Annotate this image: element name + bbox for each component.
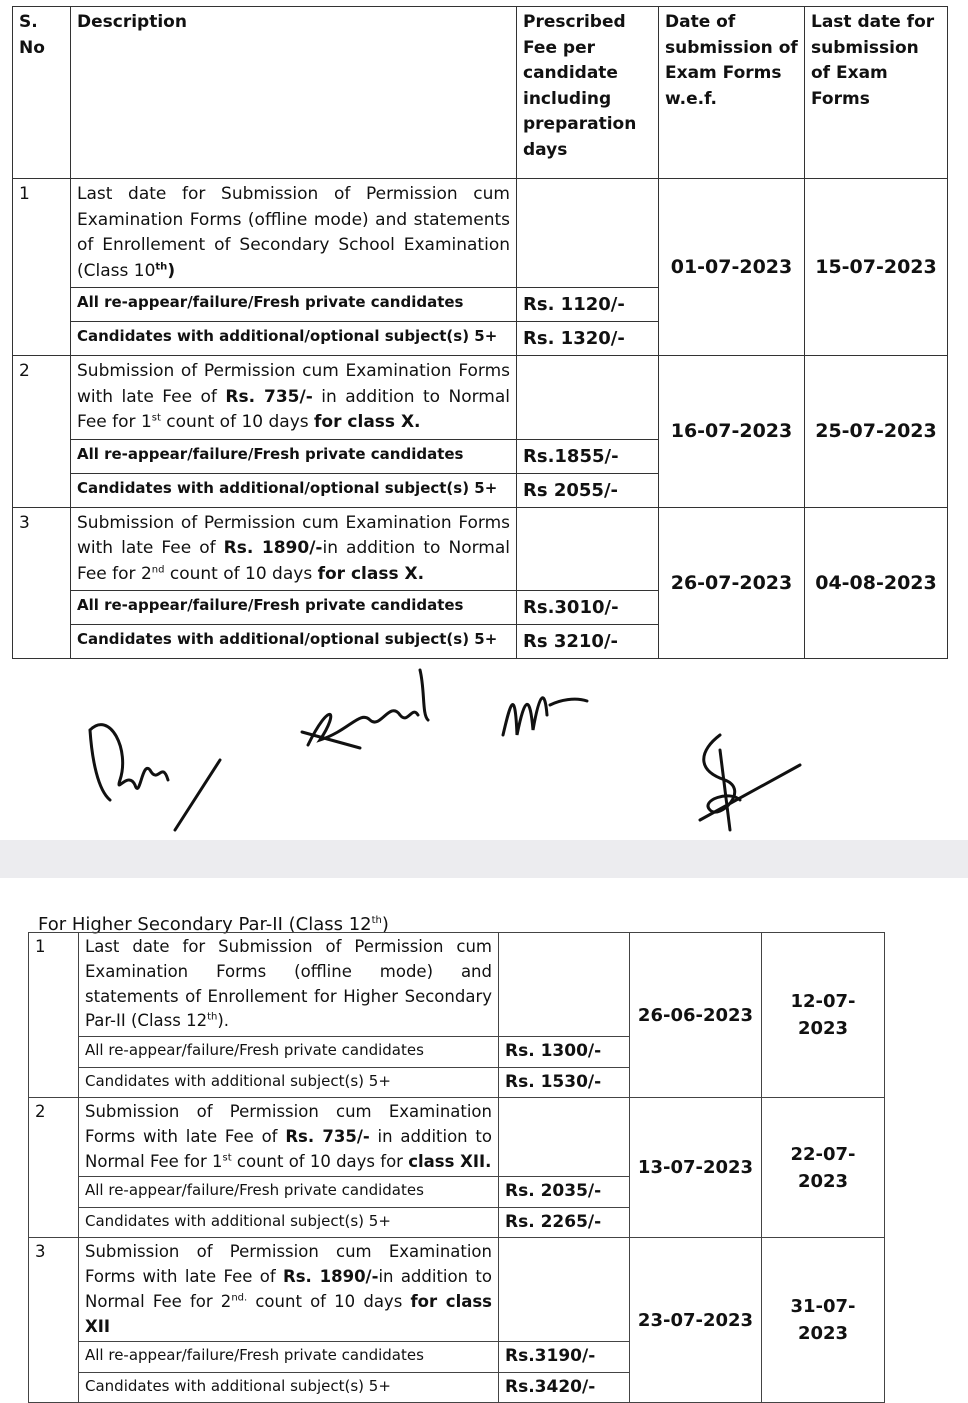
- header-date-from: Date of submission of Exam Forms w.e.f.: [659, 7, 805, 179]
- row-date-from: 16-07-2023: [659, 356, 805, 508]
- subrow-label: Candidates with additional/optional subject(s) 5+: [71, 625, 517, 659]
- table-header-row: [13, 7, 948, 179]
- page-separator: [0, 840, 968, 878]
- table-row: [13, 356, 948, 440]
- subrow-fee: Rs.3190/-: [499, 1342, 630, 1373]
- subrow-fee: Rs. 2265/-: [499, 1207, 630, 1238]
- subrow-label: All re-appear/failure/Fresh private candidates: [71, 439, 517, 473]
- row-last-date: 25-07-2023: [805, 356, 948, 508]
- row-description: Submission of Permission cum Examination Forms with late Fee of Rs. 1890/-in addition to Normal Fee for $2^{nd.}$ count of 10 days for class XII: [79, 1238, 499, 1342]
- table-row: [13, 179, 948, 288]
- row-sno: 1: [29, 933, 79, 1098]
- subrow-fee: Rs 3210/-: [517, 625, 659, 659]
- row-last-date: 12-07-2023: [762, 933, 885, 1098]
- subrow-fee: Rs. 2035/-: [499, 1177, 630, 1208]
- table-row: [29, 933, 885, 1037]
- row-last-date: 31-07-2023: [762, 1238, 885, 1403]
- header-fee: Prescribed Fee per candidate including preparation days: [517, 7, 659, 179]
- header-description: Description: [71, 7, 517, 179]
- subrow-label: Candidates with additional/optional subject(s) 5+: [71, 473, 517, 507]
- subrow-label: All re-appear/failure/Fresh private candidates: [79, 1342, 499, 1373]
- row-fee-blank: [517, 179, 659, 288]
- class-12-schedule-page: [0, 878, 968, 1397]
- row-fee-blank: [499, 1238, 630, 1342]
- row-sno: 2: [29, 1098, 79, 1238]
- subrow-fee: Rs. 1320/-: [517, 322, 659, 356]
- signature-3: [495, 675, 595, 745]
- row-description: Submission of Permission cum Examination Forms with late Fee of Rs. 1890/-in addition to Normal Fee for 2nd count of 10 days for class X.: [71, 507, 517, 591]
- signature-1: [80, 690, 230, 840]
- row-date-from: 26-06-2023: [630, 933, 762, 1098]
- signature-2: [300, 660, 450, 760]
- table-row: [29, 1238, 885, 1342]
- row-description: Last date for Submission of Permission cum Examination Forms (offline mode) and statements of Enrollement of Secondary School Examination (Class 10th): [71, 179, 517, 288]
- row-last-date: 15-07-2023: [805, 179, 948, 356]
- subrow-label: All re-appear/failure/Fresh private candidates: [71, 288, 517, 322]
- header-last-date: Last date for submission of Exam Forms: [805, 7, 948, 179]
- table-row: [29, 1098, 885, 1177]
- row-last-date: 04-08-2023: [805, 507, 948, 659]
- row-fee-blank: [499, 1098, 630, 1177]
- subrow-label: Candidates with additional subject(s) 5+: [79, 1372, 499, 1403]
- subrow-label: Candidates with additional/optional subject(s) 5+: [71, 322, 517, 356]
- class-12-section-title: For Higher Secondary Par-II (Class 12th): [38, 914, 389, 935]
- row-date-from: 01-07-2023: [659, 179, 805, 356]
- row-description: Last date for Submission of Permission cum Examination Forms (offline mode) and statements of Enrollement for Higher Secondary Par-II (Class 12th).: [79, 933, 499, 1037]
- subrow-fee: Rs. 1530/-: [499, 1067, 630, 1098]
- subrow-label: All re-appear/failure/Fresh private candidates: [71, 591, 517, 625]
- class-10-fee-table: [12, 6, 948, 659]
- row-fee-blank: [499, 933, 630, 1037]
- subrow-label: Candidates with additional subject(s) 5+: [79, 1067, 499, 1098]
- subrow-fee: Rs.3010/-: [517, 591, 659, 625]
- table-row: [13, 507, 948, 591]
- row-sno: 3: [13, 507, 71, 659]
- row-date-from: 23-07-2023: [630, 1238, 762, 1403]
- row-sno: 3: [29, 1238, 79, 1403]
- row-date-from: 26-07-2023: [659, 507, 805, 659]
- header-sno: S. No: [13, 7, 71, 179]
- signature-4: [680, 730, 810, 840]
- subrow-label: All re-appear/failure/Fresh private candidates: [79, 1177, 499, 1208]
- subrow-fee: Rs. 1300/-: [499, 1037, 630, 1068]
- row-sno: 2: [13, 356, 71, 508]
- subrow-fee: Rs.3420/-: [499, 1372, 630, 1403]
- class-12-fee-table: [28, 932, 885, 1403]
- row-fee-blank: [517, 356, 659, 440]
- row-date-from: 13-07-2023: [630, 1098, 762, 1238]
- subrow-fee: Rs 2055/-: [517, 473, 659, 507]
- subrow-fee: Rs.1855/-: [517, 439, 659, 473]
- row-sno: 1: [13, 179, 71, 356]
- row-fee-blank: [517, 507, 659, 591]
- row-last-date: 22-07-2023: [762, 1098, 885, 1238]
- subrow-label: Candidates with additional subject(s) 5+: [79, 1207, 499, 1238]
- subrow-fee: Rs. 1120/-: [517, 288, 659, 322]
- row-description: Submission of Permission cum Examination Forms with late Fee of Rs. 735/- in addition to Normal Fee for 1st count of 10 days for class X.: [71, 356, 517, 440]
- row-description: Submission of Permission cum Examination Forms with late Fee of Rs. 735/- in addition to Normal Fee for 1st count of 10 days for class XII.: [79, 1098, 499, 1177]
- subrow-label: All re-appear/failure/Fresh private candidates: [79, 1037, 499, 1068]
